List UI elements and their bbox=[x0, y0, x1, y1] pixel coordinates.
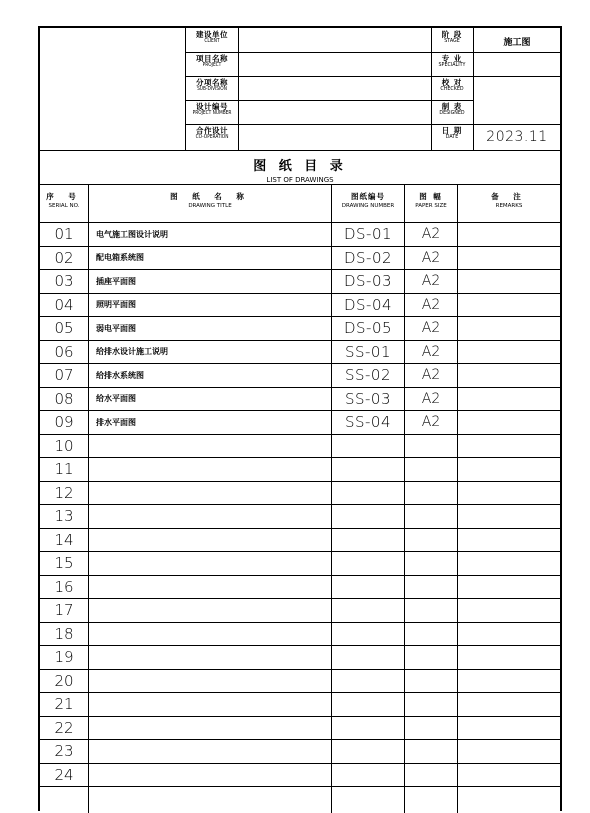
remarks bbox=[458, 646, 560, 669]
drawing-number bbox=[332, 482, 404, 505]
drawing-number bbox=[332, 670, 404, 693]
table-row bbox=[40, 764, 560, 788]
serial-number: 19 bbox=[54, 648, 74, 667]
label-en: DESIGNED bbox=[439, 110, 465, 116]
drawing-title: 给排水系统图 bbox=[96, 370, 144, 380]
serial-number: 02 bbox=[54, 248, 74, 267]
designed-label bbox=[432, 103, 472, 116]
project-number-label bbox=[186, 103, 238, 116]
remarks bbox=[458, 529, 560, 552]
drawing-number bbox=[332, 599, 404, 622]
drawing-title bbox=[96, 435, 328, 458]
drawing-number: DS-04 bbox=[343, 295, 393, 314]
drawing-number bbox=[332, 693, 404, 716]
remarks bbox=[458, 693, 560, 716]
header-cn: 序 号 bbox=[46, 192, 82, 201]
drawing-title: 照明平面图 bbox=[96, 300, 136, 310]
divider bbox=[185, 76, 473, 77]
label-cn: 分项名称 bbox=[196, 78, 228, 87]
serial-number: 22 bbox=[54, 718, 74, 737]
table-row bbox=[40, 247, 560, 271]
remarks bbox=[458, 270, 560, 293]
table-row bbox=[40, 294, 560, 318]
project-label bbox=[186, 55, 238, 68]
drawing-number: SS-04 bbox=[344, 413, 392, 432]
paper-size: A2 bbox=[421, 296, 441, 313]
paper-size bbox=[406, 693, 456, 716]
drawing-title: 弱电平面图 bbox=[96, 323, 136, 333]
remarks bbox=[458, 294, 560, 317]
remarks bbox=[458, 247, 560, 270]
label-en: SPECIALITY bbox=[438, 62, 466, 68]
label-en: SUB-DIVISION bbox=[197, 86, 227, 92]
drawing-title: 电气施工图设计说明 bbox=[96, 229, 168, 239]
paper-size bbox=[406, 505, 456, 528]
paper-size bbox=[406, 576, 456, 599]
drawing-title bbox=[96, 646, 328, 669]
remarks bbox=[458, 435, 560, 458]
remarks bbox=[458, 505, 560, 528]
sheet-title bbox=[40, 151, 560, 185]
remarks bbox=[458, 411, 560, 434]
paper-size: A2 bbox=[421, 320, 441, 337]
serial-number: 20 bbox=[54, 671, 74, 690]
paper-size: A2 bbox=[421, 414, 441, 431]
paper-size bbox=[406, 670, 456, 693]
header-cn: 备 注 bbox=[491, 192, 527, 201]
checked-label bbox=[432, 79, 472, 92]
drawing-title bbox=[96, 576, 328, 599]
label-cn: 项目名称 bbox=[196, 54, 228, 63]
remarks bbox=[458, 223, 560, 246]
remarks bbox=[458, 317, 560, 340]
drawing-number: DS-03 bbox=[343, 272, 393, 291]
label-cn: 校 对 bbox=[441, 78, 463, 87]
drawing-title bbox=[96, 505, 328, 528]
header-cn: 图 纸 名 称 bbox=[170, 192, 250, 201]
remarks bbox=[458, 341, 560, 364]
table-row bbox=[40, 364, 560, 388]
date-value: 2023.11 bbox=[486, 129, 548, 145]
label-cn: 阶 段 bbox=[441, 30, 463, 39]
paper-size bbox=[406, 482, 456, 505]
stage-value: 施工图 bbox=[503, 38, 531, 48]
serial-number: 14 bbox=[54, 530, 74, 549]
drawing-title bbox=[96, 740, 328, 763]
table-row bbox=[40, 599, 560, 623]
date-label bbox=[432, 127, 472, 140]
header-en: PAPER SIZE bbox=[415, 202, 447, 209]
serial-number: 12 bbox=[54, 483, 74, 502]
divider bbox=[185, 52, 473, 53]
table-row bbox=[40, 693, 560, 717]
remarks bbox=[458, 670, 560, 693]
drawing-title: 给排水设计施工说明 bbox=[96, 347, 168, 357]
sheet-title-cn: 图 纸 目 录 bbox=[253, 159, 347, 174]
remarks bbox=[458, 576, 560, 599]
table-row bbox=[40, 670, 560, 694]
remarks bbox=[458, 458, 560, 481]
paper-size bbox=[406, 599, 456, 622]
paper-size: A2 bbox=[421, 343, 441, 360]
divider bbox=[473, 52, 560, 53]
serial-number: 17 bbox=[54, 601, 74, 620]
co-operation-label bbox=[186, 127, 238, 140]
serial-number: 15 bbox=[54, 554, 74, 573]
serial-number: 23 bbox=[54, 742, 74, 761]
drawing-title bbox=[96, 482, 328, 505]
drawing-title: 排水平面图 bbox=[96, 417, 136, 427]
divider bbox=[238, 28, 239, 150]
drawing-number: DS-02 bbox=[343, 248, 393, 267]
drawing-title bbox=[96, 458, 328, 481]
paper-size: A2 bbox=[421, 249, 441, 266]
table-row bbox=[40, 458, 560, 482]
paper-size bbox=[406, 717, 456, 740]
paper-size bbox=[406, 646, 456, 669]
label-en: CO-OPERATION bbox=[195, 134, 229, 140]
table-header bbox=[40, 185, 560, 223]
client-label bbox=[186, 31, 238, 44]
table-row bbox=[40, 270, 560, 294]
drawing-list-sheet bbox=[38, 26, 562, 811]
header-en: REMARKS bbox=[495, 202, 523, 209]
drawing-number: SS-02 bbox=[344, 366, 392, 385]
drawing-number bbox=[332, 646, 404, 669]
header-number bbox=[332, 193, 404, 209]
paper-size bbox=[406, 740, 456, 763]
drawing-title bbox=[96, 529, 328, 552]
serial-number: 24 bbox=[54, 765, 74, 784]
paper-size bbox=[406, 435, 456, 458]
remarks bbox=[458, 388, 560, 411]
label-cn: 专 业 bbox=[441, 54, 463, 63]
table-row bbox=[40, 529, 560, 553]
serial-number: 05 bbox=[54, 319, 74, 338]
table-row bbox=[40, 623, 560, 647]
paper-size: A2 bbox=[421, 367, 441, 384]
label-cn: 日 期 bbox=[441, 126, 463, 135]
paper-size bbox=[406, 623, 456, 646]
drawing-number: DS-01 bbox=[343, 225, 393, 244]
remarks bbox=[458, 764, 560, 787]
label-en: CLIENT bbox=[204, 38, 220, 44]
divider bbox=[185, 124, 473, 125]
table-row bbox=[40, 646, 560, 670]
paper-size bbox=[406, 529, 456, 552]
speciality-label bbox=[432, 55, 472, 68]
header-title bbox=[89, 193, 331, 209]
paper-size: A2 bbox=[421, 226, 441, 243]
label-en: CHECKED bbox=[440, 86, 464, 92]
drawing-number bbox=[332, 435, 404, 458]
table-row bbox=[40, 717, 560, 741]
paper-size: A2 bbox=[421, 390, 441, 407]
header-cn: 图纸编号 bbox=[351, 192, 385, 201]
drawing-number bbox=[332, 623, 404, 646]
table-row bbox=[40, 388, 560, 412]
drawing-title bbox=[96, 552, 328, 575]
drawing-number bbox=[332, 552, 404, 575]
remarks bbox=[458, 717, 560, 740]
drawing-title: 插座平面图 bbox=[96, 276, 136, 286]
divider bbox=[473, 76, 560, 77]
drawing-number bbox=[332, 576, 404, 599]
header-en: SERIAL NO. bbox=[48, 202, 80, 209]
serial-number: 16 bbox=[54, 577, 74, 596]
label-en: PROJECT NUMBER bbox=[192, 110, 232, 116]
label-cn: 合作设计 bbox=[196, 126, 228, 135]
table-row bbox=[40, 482, 560, 506]
drawing-title bbox=[96, 623, 328, 646]
drawing-title bbox=[96, 599, 328, 622]
drawing-number: SS-03 bbox=[344, 389, 392, 408]
table-row bbox=[40, 435, 560, 459]
serial-number: 21 bbox=[54, 695, 74, 714]
table-row bbox=[40, 552, 560, 576]
label-en: PROJECT bbox=[202, 62, 222, 68]
table-row bbox=[40, 576, 560, 600]
paper-size bbox=[406, 552, 456, 575]
table-row bbox=[40, 341, 560, 365]
drawing-number bbox=[332, 740, 404, 763]
header-en: DRAWING NUMBER bbox=[341, 202, 395, 209]
label-en: STAGE bbox=[444, 38, 460, 44]
drawing-title bbox=[96, 717, 328, 740]
label-cn: 建设单位 bbox=[196, 30, 228, 39]
drawing-number bbox=[332, 764, 404, 787]
paper-size: A2 bbox=[421, 273, 441, 290]
drawing-title: 给水平面图 bbox=[96, 394, 136, 404]
serial-number: 09 bbox=[54, 413, 74, 432]
divider bbox=[473, 124, 560, 125]
drawing-number: DS-05 bbox=[343, 319, 393, 338]
serial-number: 04 bbox=[54, 295, 74, 314]
table-row bbox=[40, 505, 560, 529]
header-en: DRAWING TITLE bbox=[188, 202, 232, 209]
remarks bbox=[458, 364, 560, 387]
table-row bbox=[40, 317, 560, 341]
label-cn: 设计编号 bbox=[196, 102, 228, 111]
remarks bbox=[458, 599, 560, 622]
table-row bbox=[40, 411, 560, 435]
serial-number: 11 bbox=[54, 460, 74, 479]
divider bbox=[185, 100, 473, 101]
remarks bbox=[458, 623, 560, 646]
remarks bbox=[458, 552, 560, 575]
serial-number: 06 bbox=[54, 342, 74, 361]
header-size bbox=[405, 193, 457, 209]
header-serial bbox=[40, 193, 88, 209]
title-block bbox=[40, 28, 560, 151]
drawing-title bbox=[96, 693, 328, 716]
drawing-title: 配电箱系统图 bbox=[96, 253, 144, 263]
drawing-title bbox=[96, 764, 328, 787]
table-row bbox=[40, 223, 560, 247]
serial-number: 08 bbox=[54, 389, 74, 408]
header-cn: 图 幅 bbox=[419, 192, 443, 201]
sub-division-label bbox=[186, 79, 238, 92]
serial-number: 07 bbox=[54, 366, 74, 385]
drawing-table-body bbox=[40, 223, 560, 787]
drawing-number bbox=[332, 529, 404, 552]
remarks bbox=[458, 482, 560, 505]
stage-label bbox=[432, 31, 472, 44]
serial-number: 18 bbox=[54, 624, 74, 643]
drawing-number: SS-01 bbox=[344, 342, 392, 361]
drawing-number bbox=[332, 505, 404, 528]
sheet-title-en: LIST OF DRAWINGS bbox=[266, 176, 334, 184]
label-cn: 制 表 bbox=[441, 102, 463, 111]
table-row bbox=[40, 740, 560, 764]
serial-number: 10 bbox=[54, 436, 74, 455]
paper-size bbox=[406, 458, 456, 481]
remarks bbox=[458, 740, 560, 763]
label-en: DATE bbox=[445, 134, 459, 140]
header-remarks bbox=[458, 193, 560, 209]
serial-number: 13 bbox=[54, 507, 74, 526]
drawing-number bbox=[332, 717, 404, 740]
drawing-number bbox=[332, 458, 404, 481]
serial-number: 01 bbox=[54, 225, 74, 244]
paper-size bbox=[406, 764, 456, 787]
drawing-title bbox=[96, 670, 328, 693]
serial-number: 03 bbox=[54, 272, 74, 291]
